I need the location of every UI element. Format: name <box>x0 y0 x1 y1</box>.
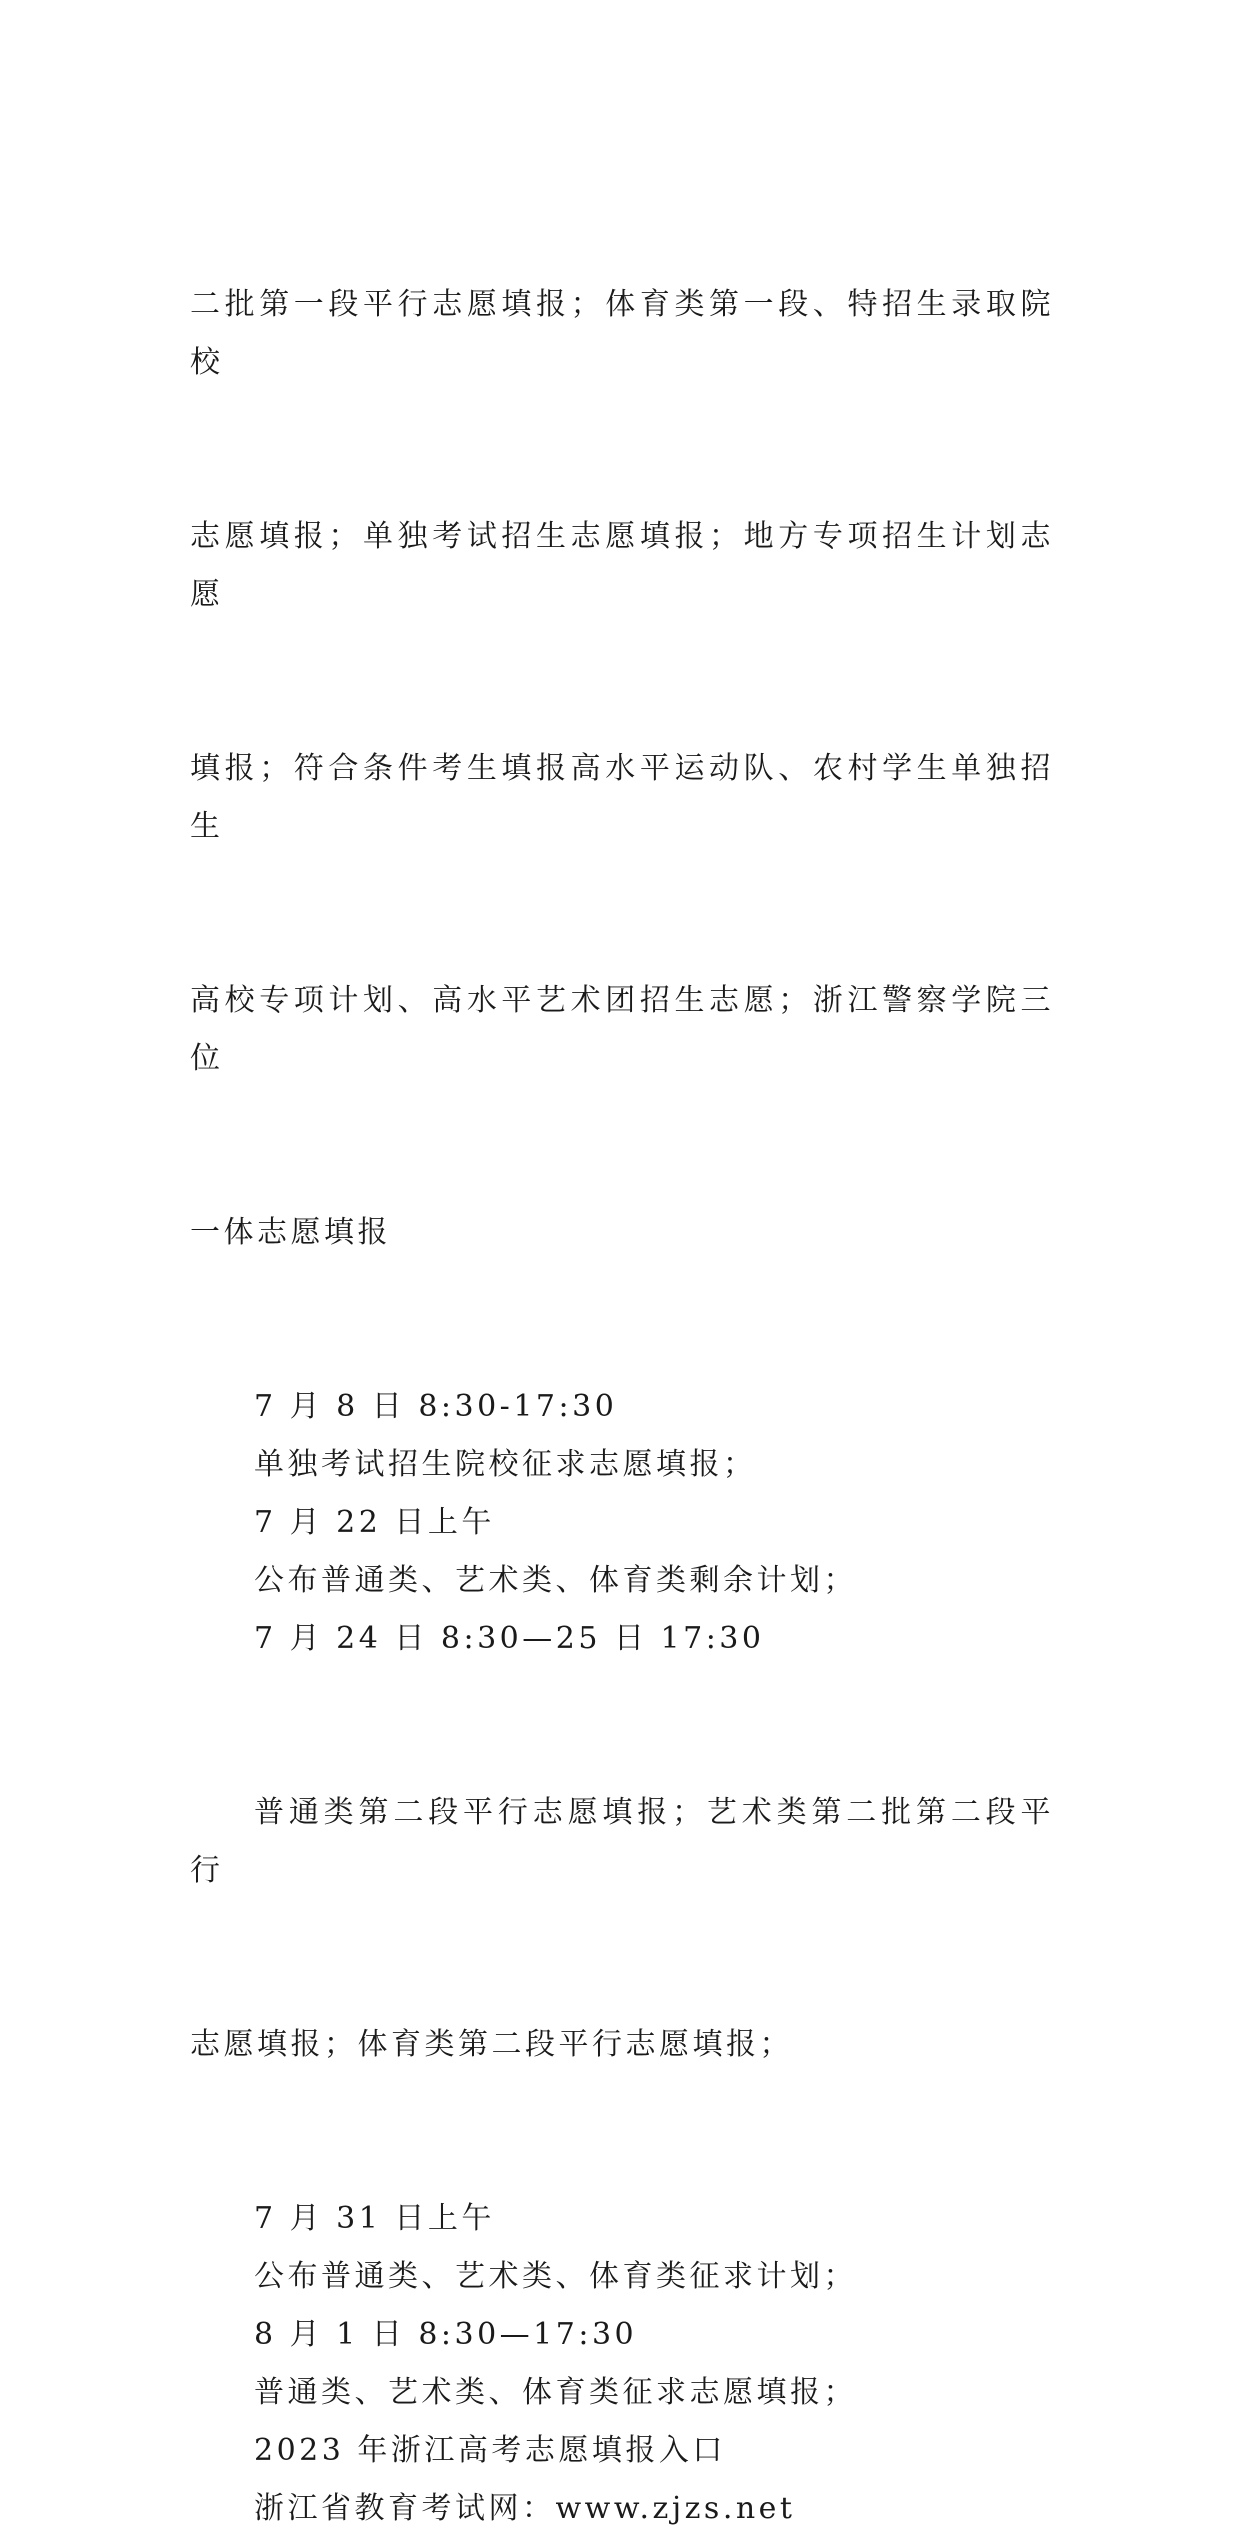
paragraph-line: 志愿填报；体育类第二段平行志愿填报； <box>190 2027 793 2062</box>
paragraph-line: 一体志愿填报 <box>190 1215 391 1250</box>
document-body <box>190 160 1054 2538</box>
schedule-item-1: 单独考试招生院校征求志愿填报； <box>254 1447 757 1482</box>
paragraph-line: 二批第一段平行志愿填报；体育类第一段、特招生录取院校 <box>190 287 1054 380</box>
paragraph-line: 普通类第二段平行志愿填报；艺术类第二批第二段平行 <box>190 1795 1054 1888</box>
paragraph-line: 高校专项计划、高水平艺术团招生志愿；浙江警察学院三位 <box>190 983 1054 1076</box>
entry-title: 2023 年浙江高考志愿填报入口 <box>254 2433 726 2468</box>
schedule-date-4: 7 月 31 日上午 <box>254 2201 495 2236</box>
entry-link: 浙江省教育考试网：www.zjzs.net <box>254 2491 796 2526</box>
schedule-date-5: 8 月 1 日 8:30—17:30 <box>254 2317 638 2352</box>
schedule-date-2: 7 月 22 日上午 <box>254 1505 495 1540</box>
paragraph-continuation <box>190 160 1054 1378</box>
paragraph-line: 填报；符合条件考生填报高水平运动队、农村学生单独招生 <box>190 751 1054 844</box>
paragraph-line: 志愿填报；单独考试招生志愿填报；地方专项招生计划志愿 <box>190 519 1054 612</box>
schedule-item-4: 公布普通类、艺术类、体育类征求计划； <box>254 2259 857 2294</box>
schedule-date-1: 7 月 8 日 8:30-17:30 <box>254 1389 618 1424</box>
schedule-item-2: 公布普通类、艺术类、体育类剩余计划； <box>254 1563 857 1598</box>
schedule-item-5: 普通类、艺术类、体育类征求志愿填报； <box>254 2375 857 2410</box>
schedule-date-3: 7 月 24 日 8:30—25 日 17:30 <box>254 1621 765 1656</box>
schedule-item-3 <box>190 1668 1054 2190</box>
